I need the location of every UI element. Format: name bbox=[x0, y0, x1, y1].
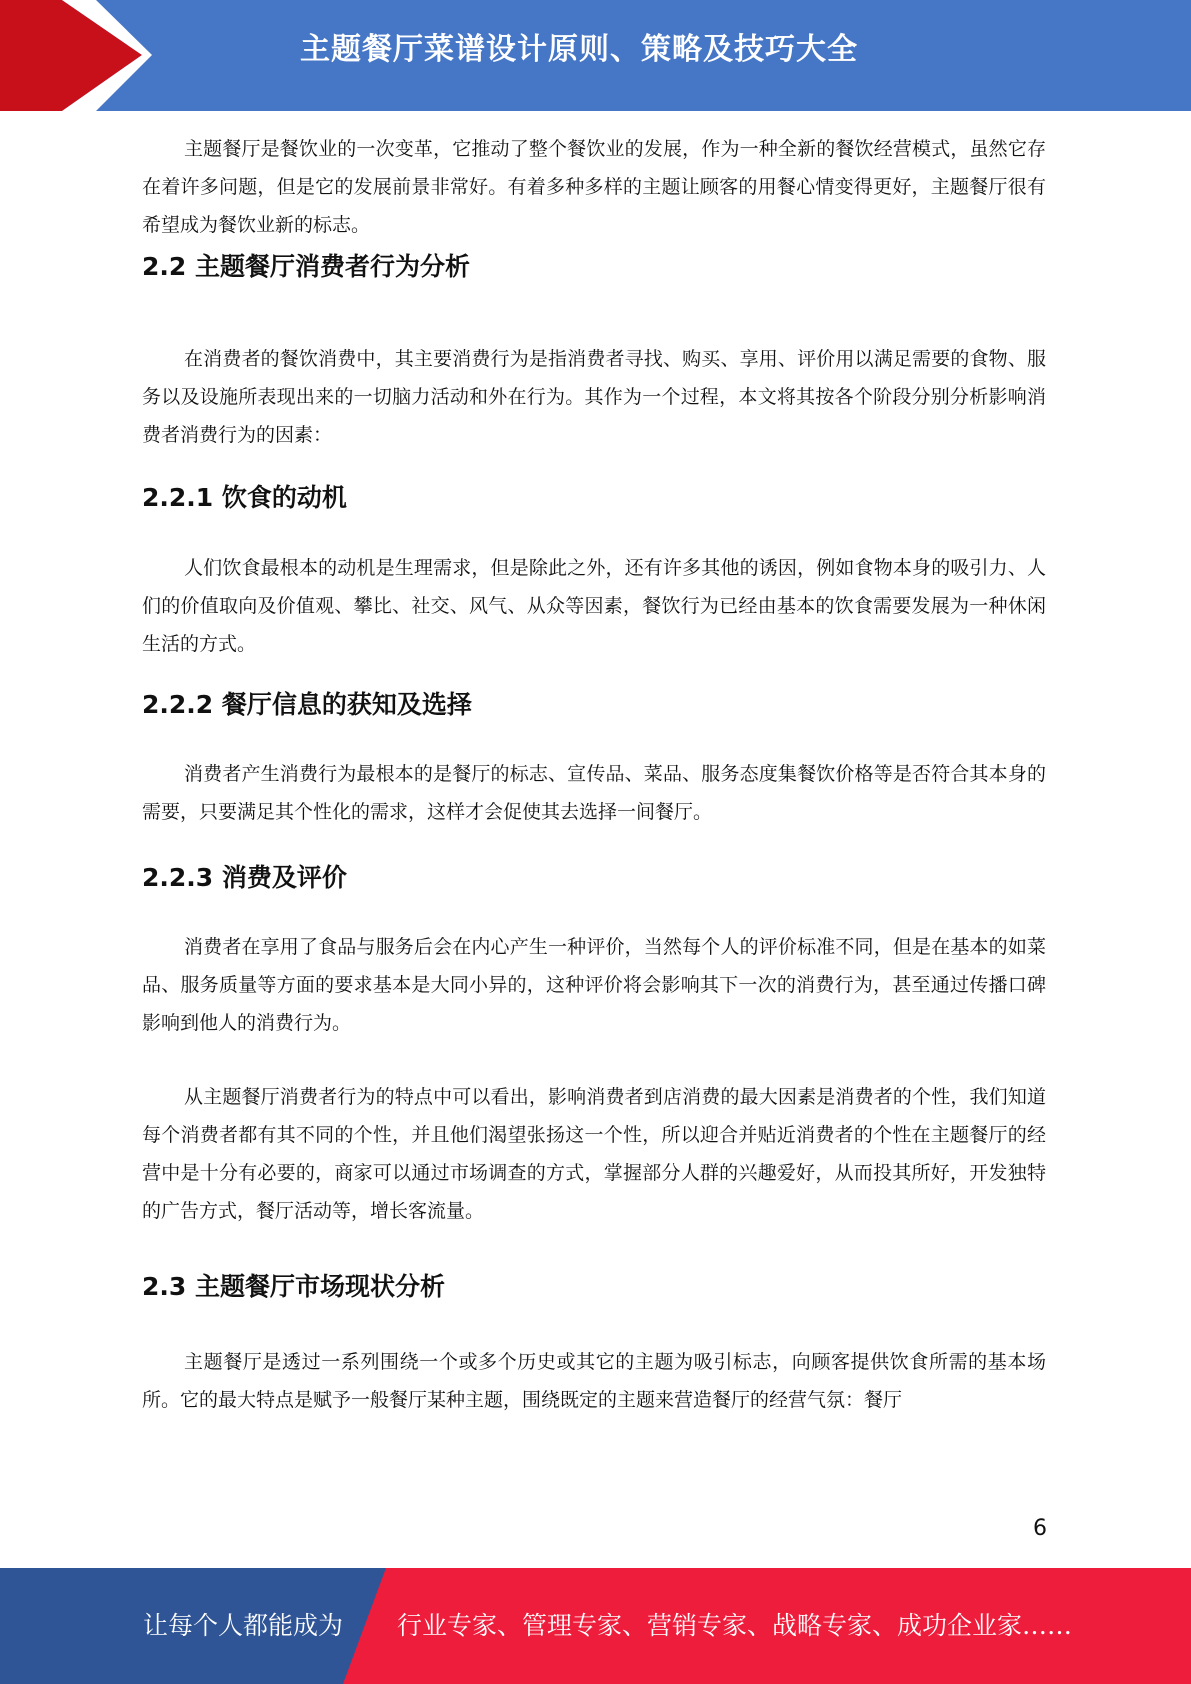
section-heading-2-3: 2.3 主题餐厅市场现状分析 bbox=[142, 1272, 445, 1301]
section-heading-2-2: 2.2 主题餐厅消费者行为分析 bbox=[142, 252, 470, 281]
paragraph: 消费者在享用了食品与服务后会在内心产生一种评价，当然每个人的评价标准不同，但是在基本的如菜品、服务质量等方面的要求基本是大同小异的，这种评价将会影响其下一次的消费行为，甚至通过传播口碑影响到他人的消费行为。 bbox=[142, 936, 1046, 1034]
footer-slogan-left: 让每个人都能成为 bbox=[143, 1611, 344, 1640]
document-body bbox=[142, 130, 1046, 1419]
page-number: 6 bbox=[1033, 1516, 1047, 1541]
section-heading-2-2-3: 2.2.3 消费及评价 bbox=[142, 863, 347, 892]
page-header bbox=[0, 0, 1191, 111]
paragraph: 消费者产生消费行为最根本的是餐厅的标志、宣传品、菜品、服务态度集餐饮价格等是否符合其本身的需要，只要满足其个性化的需求，这样才会促使其去选择一间餐厅。 bbox=[142, 763, 1046, 823]
paragraph: 主题餐厅是餐饮业的一次变革，它推动了整个餐饮业的发展，作为一种全新的餐饮经营模式，虽然它存在着许多问题，但是它的发展前景非常好。有着多种多样的主题让顾客的用餐心情变得更好，主题餐厅很有希望成为餐饮业新的标志。 bbox=[142, 138, 1046, 236]
paragraph: 主题餐厅是透过一系列围绕一个或多个历史或其它的主题为吸引标志，向顾客提供饮食所需的基本场所。它的最大特点是赋予一般餐厅某种主题，围绕既定的主题来营造餐厅的经营气氛：餐厅 bbox=[142, 1351, 1046, 1411]
page-footer bbox=[0, 1568, 1191, 1684]
paragraph: 从主题餐厅消费者行为的特点中可以看出，影响消费者到店消费的最大因素是消费者的个性，我们知道每个消费者都有其不同的个性，并且他们渴望张扬这一个性，所以迎合并贴近消费者的个性在主题餐厅的经营中是十分有必要的，商家可以通过市场调查的方式，掌握部分人群的兴趣爱好，从而投其所好，开发独特的广告方式，餐厅活动等，增长客流量。 bbox=[142, 1086, 1046, 1222]
header-title: 主题餐厅菜谱设计原则、策略及技巧大全 bbox=[300, 32, 858, 67]
section-heading-2-2-2: 2.2.2 餐厅信息的获知及选择 bbox=[142, 690, 472, 719]
footer-slogan-right: 行业专家、管理专家、营销专家、战略专家、成功企业家…… bbox=[397, 1611, 1073, 1640]
paragraph: 在消费者的餐饮消费中，其主要消费行为是指消费者寻找、购买、享用、评价用以满足需要的食物、服务以及设施所表现出来的一切脑力活动和外在行为。其作为一个过程，本文将其按各个阶段分别分析影响消费者消费行为的因素： bbox=[142, 348, 1046, 446]
paragraph: 人们饮食最根本的动机是生理需求，但是除此之外，还有许多其他的诱因，例如食物本身的吸引力、人们的价值取向及价值观、攀比、社交、风气、从众等因素，餐饮行为已经由基本的饮食需要发展为一种休闲生活的方式。 bbox=[142, 557, 1046, 655]
section-heading-2-2-1: 2.2.1 饮食的动机 bbox=[142, 483, 347, 512]
